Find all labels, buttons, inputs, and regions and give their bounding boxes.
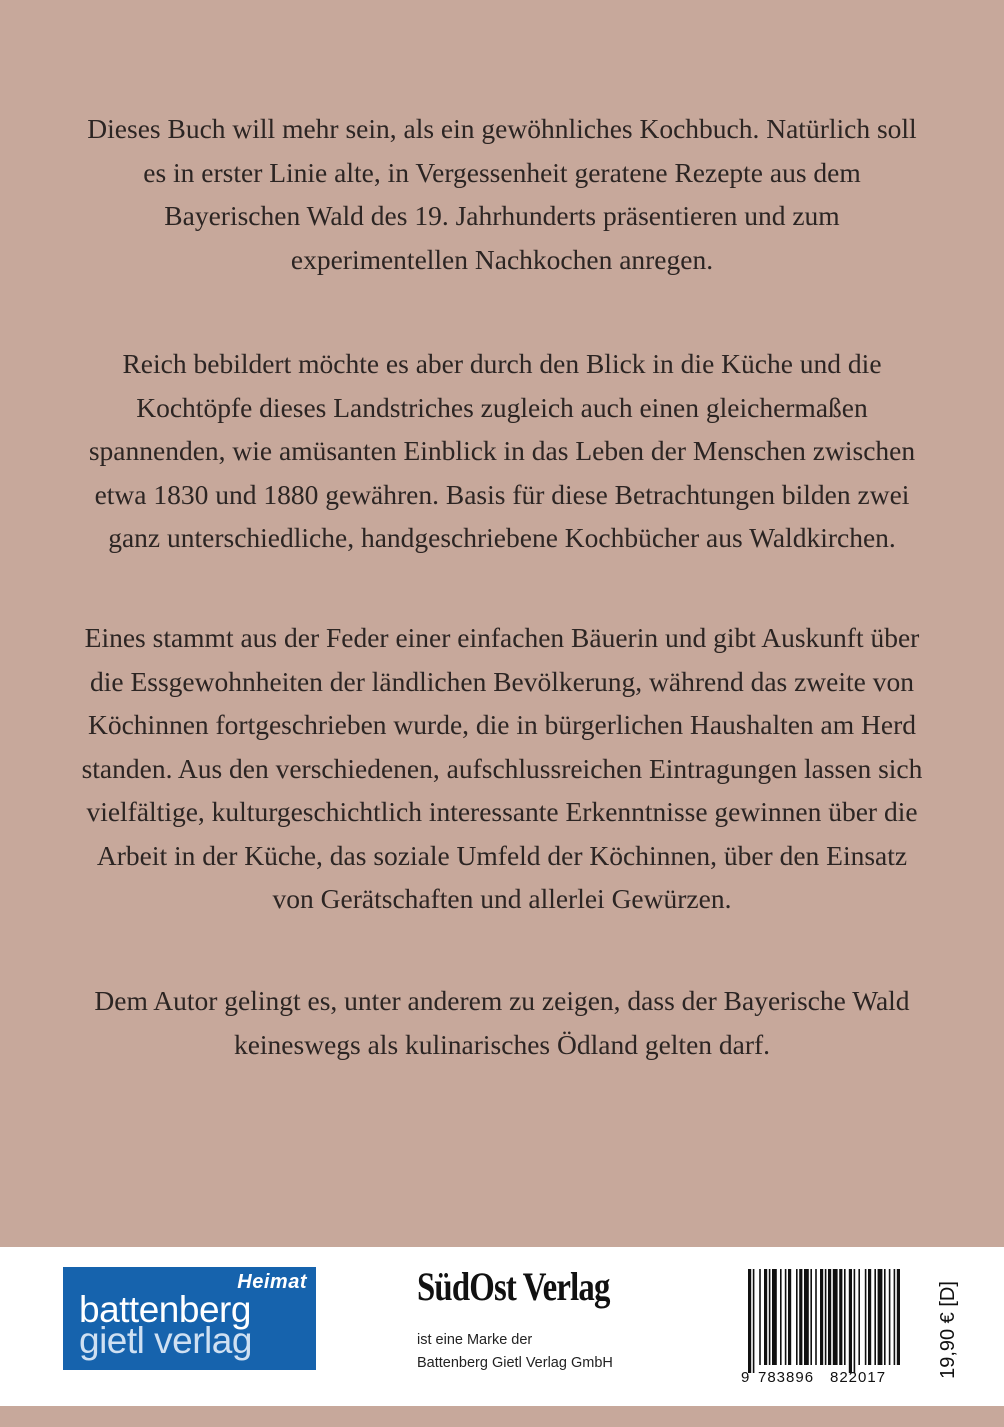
barcode-bar [810,1269,812,1365]
blurb-line: Köchinnen fortgeschrieben wurde, die in bürgerlichen Haushalten am Herd [87,709,917,740]
barcode-bar [833,1269,838,1365]
barcode-bar [884,1269,886,1365]
barcode-bar [804,1269,809,1365]
barcode-bar [849,1269,852,1373]
imprint-name: SüdOst Verlag [417,1264,610,1309]
blurb-line: Dem Autor gelingt es, unter anderem zu zeigen, dass der Bayerische Wald [94,985,910,1016]
imprint-note [417,1329,613,1375]
barcode-bar [799,1269,802,1365]
barcode-bar [764,1269,767,1365]
barcode-bar [785,1269,787,1365]
barcode-bar [878,1269,883,1365]
barcode-bar [796,1269,798,1365]
barcode-bar [894,1269,896,1365]
footer-band [0,1247,1004,1406]
blurb-line: vielfältige, kulturgeschichtlich interessante Erkenntnisse gewinnen über die [86,796,918,827]
price-text: 19,90 € [D] [937,1281,959,1379]
blurb-paragraph-1 [60,107,944,281]
blurb-line: Dieses Buch will mehr sein, als ein gewöhnliches Kochbuch. Natürlich soll [87,113,917,144]
barcode-bar [897,1269,900,1365]
blurb-line: die Essgewohnheiten der ländlichen Bevölkerung, während das zweite von [90,665,914,697]
blurb-line: spannenden, wie amüsanten Einblick in das Leben der Menschen zwischen [88,435,916,466]
barcode-bar [874,1269,876,1365]
barcode-bar [828,1269,831,1365]
blurb-line: ganz unterschiedliche, handgeschriebene Kochbücher aus Waldkirchen. [108,522,896,553]
isbn-barcode [730,1269,905,1387]
barcode-bar [825,1269,827,1365]
barcode-bar [815,1269,817,1365]
barcode-bar [820,1269,823,1365]
barcode-bar [759,1269,761,1365]
logo-battenberg-text: battenberg [79,1289,251,1330]
blurb-line: standen. Aus den verschiedenen, aufschlussreichen Eintragungen lassen sich [81,752,923,784]
logo-heimat-tag: Heimat [237,1271,307,1293]
barcode-bar [772,1269,777,1365]
barcode-bar [865,1269,867,1365]
blurb-line: etwa 1830 und 1880 gewähren. Basis für diese Betrachtungen bilden zwei [94,478,910,510]
barcode-bar [858,1269,860,1365]
barcode-bar [748,1269,751,1373]
blurb-line: von Gerätschaften und allerlei Gewürzen. [272,883,732,914]
blurb-line: keineswegs als kulinarisches Ödland gelten darf. [233,1028,771,1060]
barcode-bar [753,1269,755,1373]
imprint-note-line: ist eine Marke der [417,1332,533,1348]
barcode-bar [854,1269,856,1373]
blurb-line: Eines stammt aus der Feder einer einfachen Bäuerin und gibt Auskunft über [84,622,920,653]
blurb-paragraph-2 [60,342,944,560]
logo-gietl-verlag-text: gietl verlag [79,1320,252,1361]
isbn-digits-left: 783896 [758,1369,815,1386]
barcode-bar [844,1269,846,1365]
price-label [937,1269,959,1391]
blurb-line: es in erster Linie alte, in Vergessenheit geratene Rezepte aus dem [143,156,861,188]
blurb-paragraph-3 [60,616,944,921]
isbn-digits-right: 822017 [830,1369,887,1386]
isbn-digit-first: 9 [741,1369,750,1386]
barcode-bar [769,1269,771,1365]
blurb-paragraph-4 [60,979,944,1066]
imprint-note-line: Battenberg Gietl Verlag GmbH [417,1355,613,1371]
blurb-line: Reich bebildert möchte es aber durch den Blick in die Küche und die [122,348,882,379]
barcode-bar [788,1269,791,1365]
blurb-line: Bayerischen Wald des 19. Jahrhunderts präsentieren und zum [164,200,840,231]
barcode-bar [889,1269,891,1365]
barcode-bar [839,1269,842,1365]
barcode-bar [868,1269,871,1365]
publisher-logo [63,1267,316,1370]
barcode-bar [780,1269,782,1365]
blurb-line: experimentellen Nachkochen anregen. [290,243,714,275]
blurb-line: Kochtöpfe dieses Landstriches zugleich auch einen gleichermaßen [136,391,868,423]
blurb-line: Arbeit in der Küche, das soziale Umfeld der Köchinnen, über den Einsatz [96,839,908,871]
barcode-bars [730,1269,905,1373]
